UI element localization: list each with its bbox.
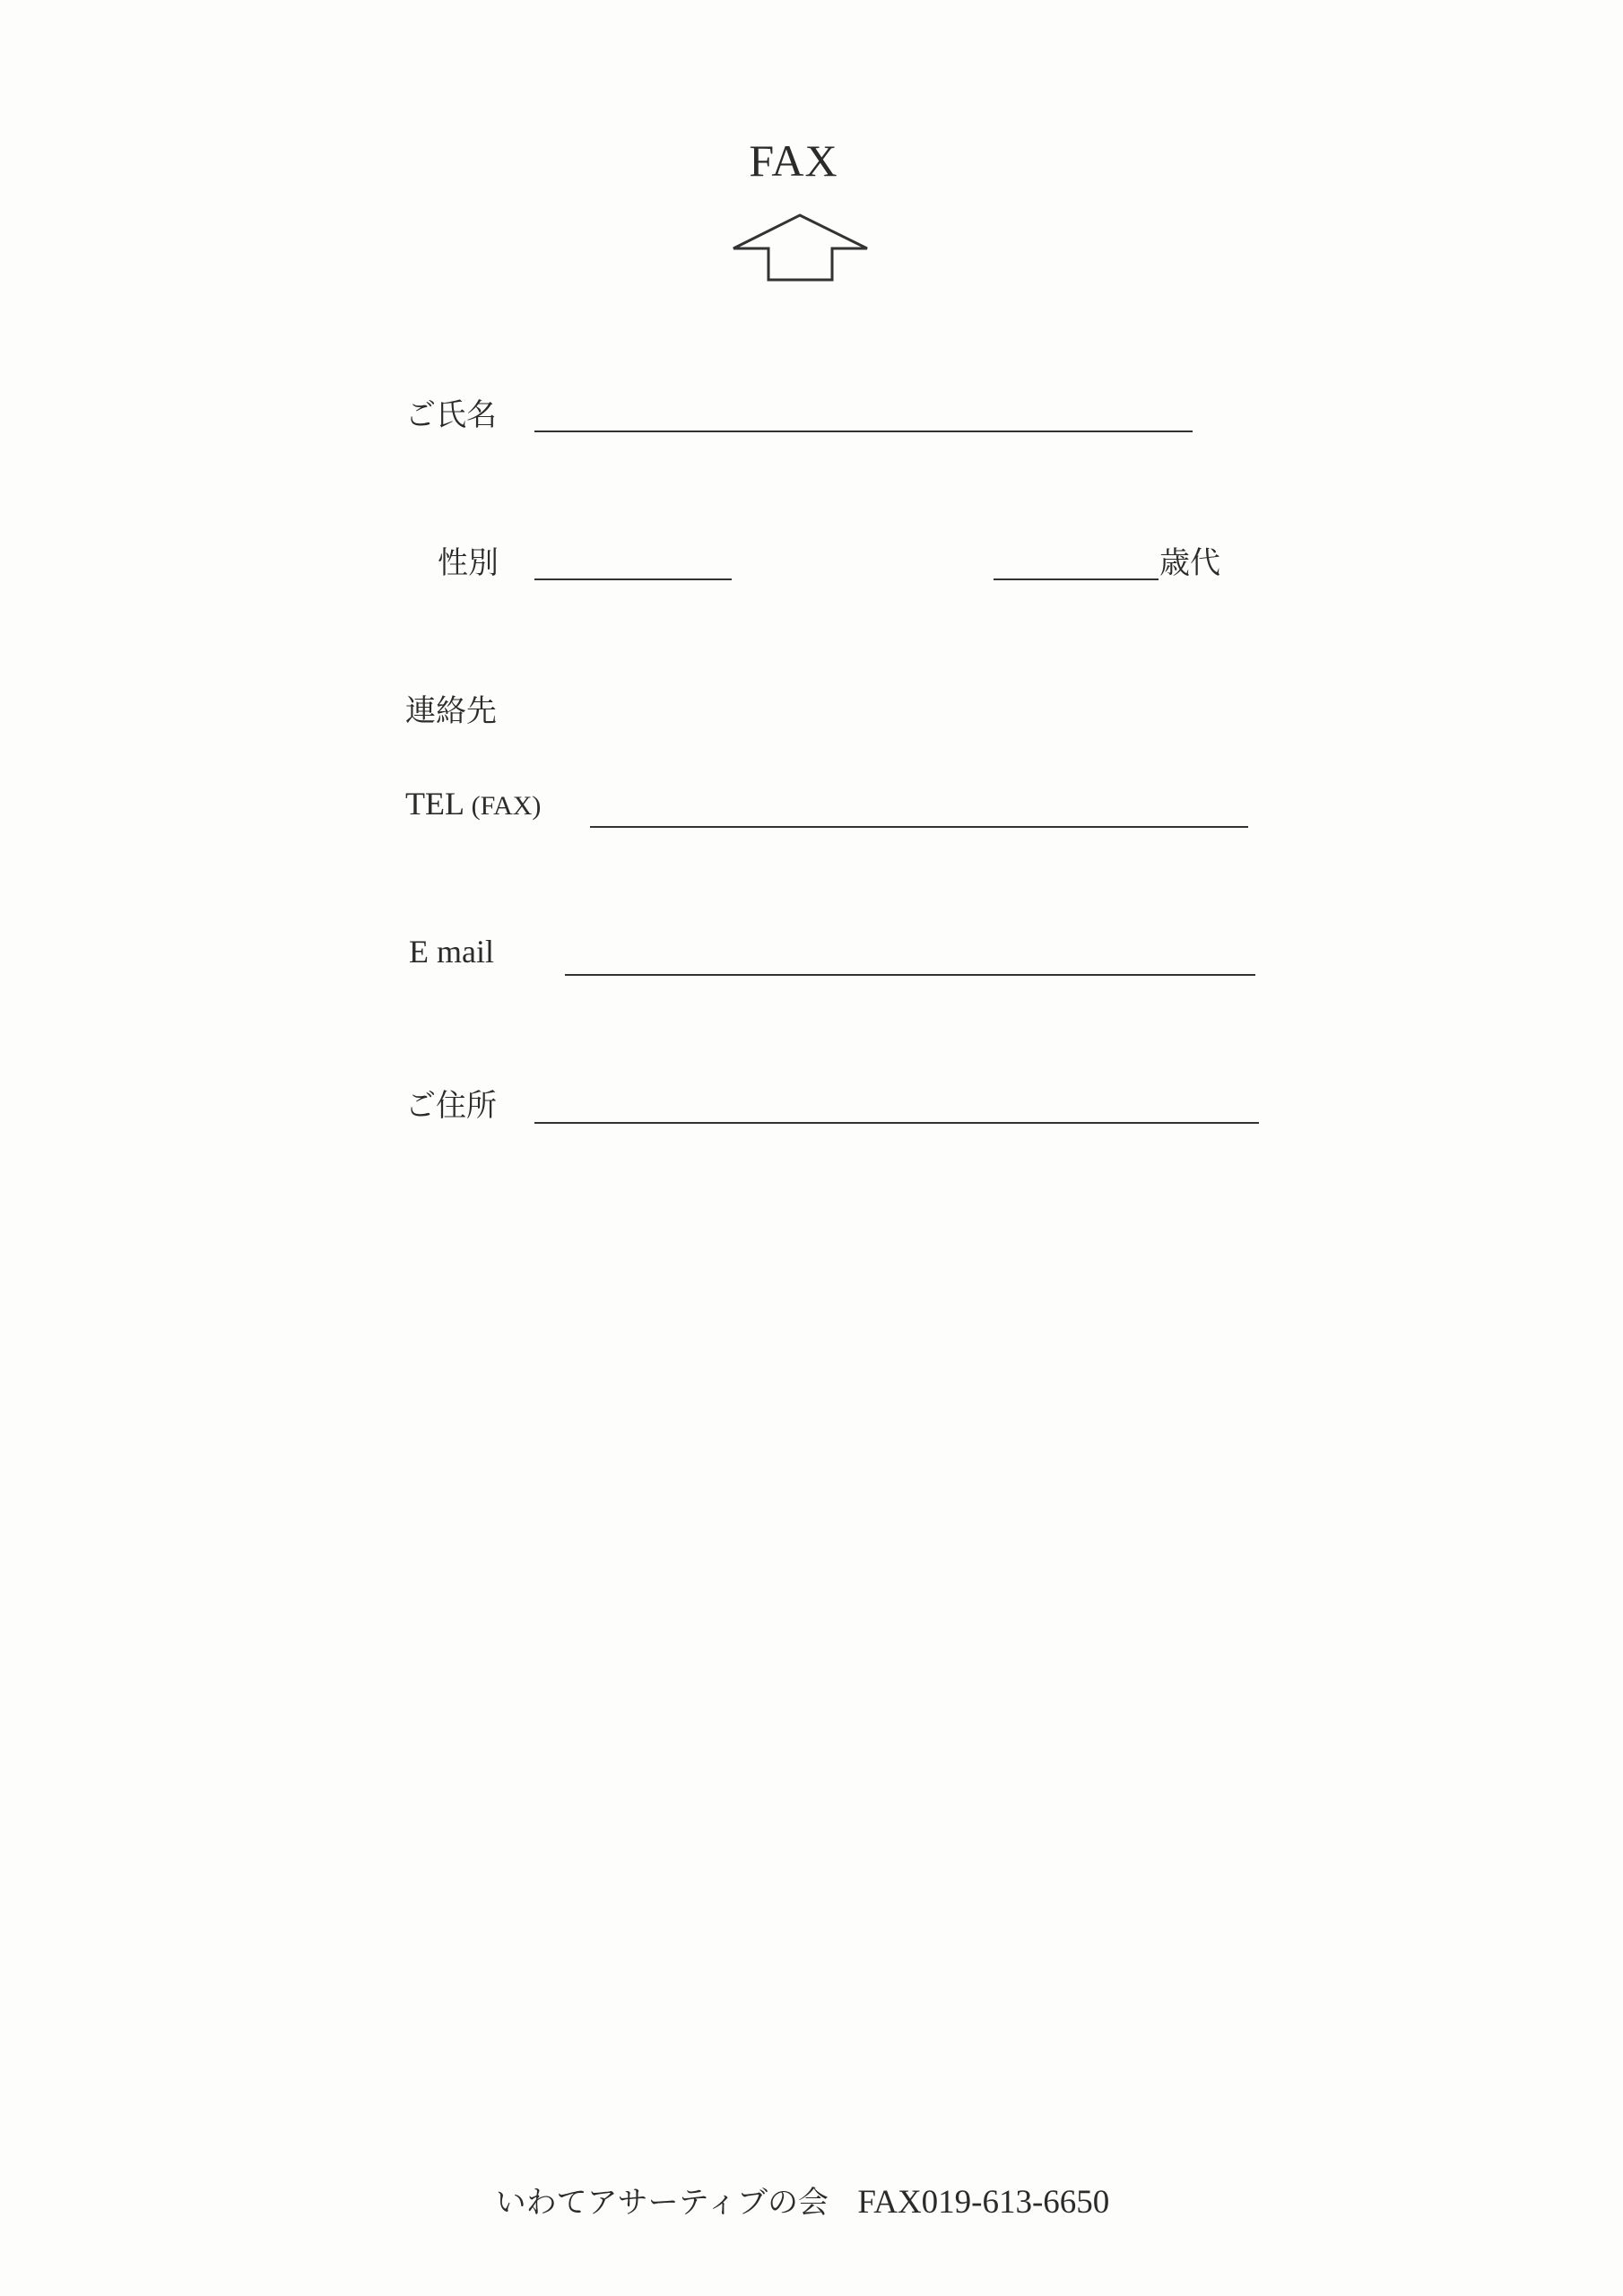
fax-title: FAX [749,135,838,186]
contact-label: 連絡先 [405,693,497,729]
tel-fax-field[interactable] [590,826,1248,828]
tel-label [405,785,541,822]
footer-organization: いわてアサーティブの会 [495,2185,829,2221]
gender-field[interactable] [534,578,732,580]
age-suffix-label: 歳代 [1159,545,1220,581]
tel-text: TEL [405,786,464,822]
up-arrow-icon [731,213,870,282]
footer-fax-number: FAX019-613-6650 [857,2184,1110,2221]
email-label: E mail [409,934,494,970]
gender-label: 性別 [438,545,499,581]
name-label: ご氏名 [405,397,497,433]
name-field[interactable] [534,430,1193,432]
tel-fax-text: (FAX) [471,791,542,821]
age-field[interactable] [994,578,1159,580]
email-field[interactable] [565,974,1255,976]
footer [0,2178,1605,2222]
address-label: ご住所 [405,1088,497,1124]
address-field[interactable] [534,1122,1259,1124]
